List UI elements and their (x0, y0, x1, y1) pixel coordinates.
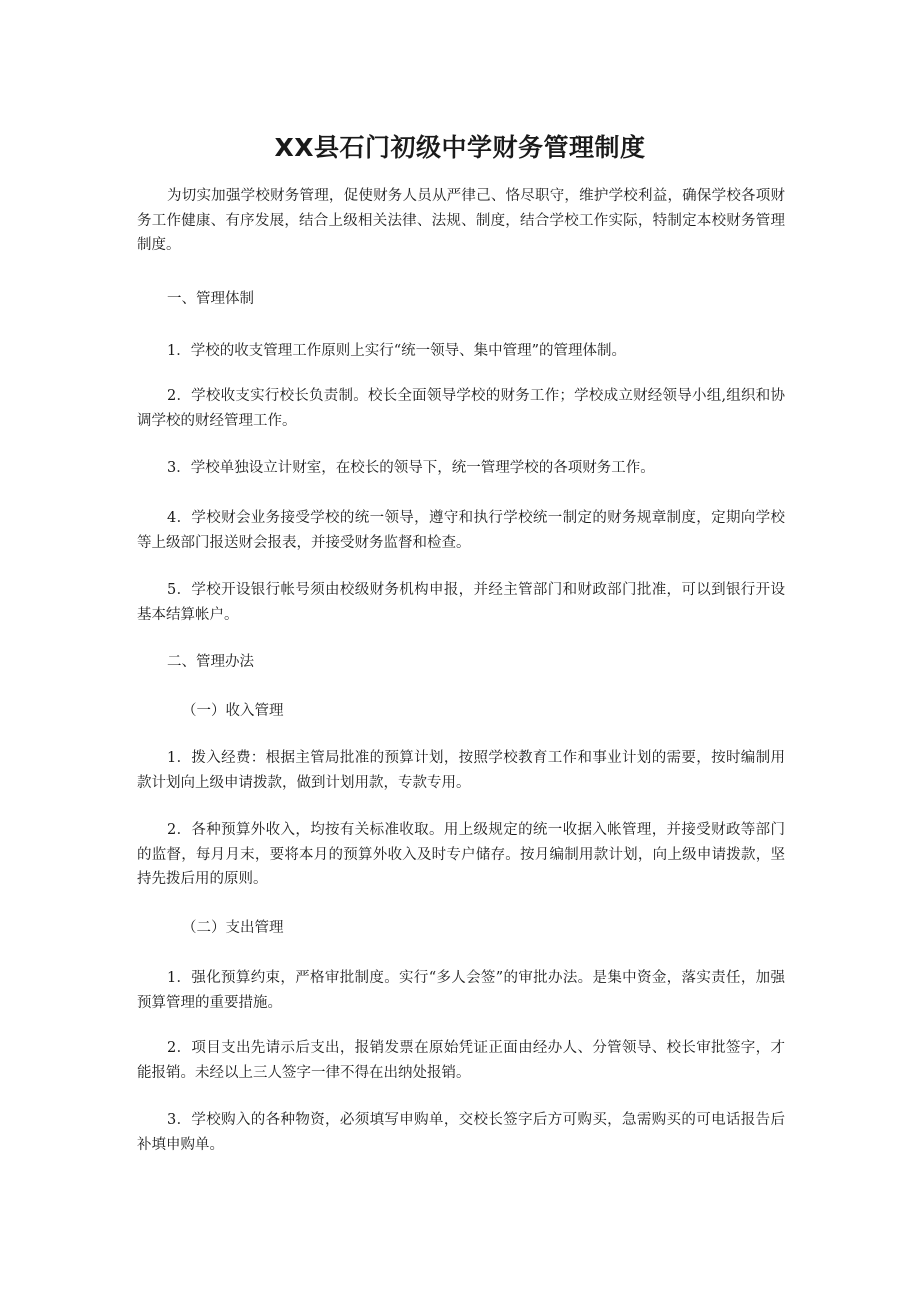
intro-paragraph: 为切实加强学校财务管理，促使财务人员从严律己、恪尽职守，维护学校利益，确保学校各项财务工作健康、有序发展，结合上级相关法律、法规、制度，结合学校工作实际，特制定本校财务管理制度。 (137, 188, 785, 253)
management-system-item-4: 4．学校财会业务接受学校的统一领导，遵守和执行学校统一制定的财务规章制度，定期向学校等上级部门报送财会报表，并接受财务监督和检查。 (137, 510, 785, 551)
management-system-item-3: 3．学校单独设立计财室，在校长的领导下，统一管理学校的各项财务工作。 (167, 460, 655, 476)
section-heading-management-system: 一、管理体制 (167, 291, 254, 307)
expense-item-2: 2．项目支出先请示后支出，报销发票在原始凭证正面由经办人、分管领导、校长审批签字，才能报销。未经以上三人签字一律不得在出纳处报销。 (137, 1040, 785, 1081)
expense-item-1: 1．强化预算约束，严格审批制度。实行“多人会签”的审批办法。是集中资金，落实责任，加强预算管理的重要措施。 (137, 970, 785, 1011)
income-item-2: 2．各种预算外收入，均按有关标准收取。用上级规定的统一收据入帐管理，并接受财政等部门的监督，每月月末，要将本月的预算外收入及时专户储存。按月编制用款计划，向上级申请拨款，坚持先拨后用的原则。 (137, 822, 785, 887)
management-system-item-5: 5．学校开设银行帐号须由校级财务机构申报，并经主管部门和财政部门批准，可以到银行开设基本结算帐户。 (137, 582, 785, 623)
income-item-1: 1．拨入经费：根据主管局批准的预算计划，按照学校教育工作和事业计划的需要，按时编制用款计划向上级申请拨款，做到计划用款，专款专用。 (137, 750, 785, 791)
management-system-item-1: 1．学校的收支管理工作原则上实行“统一领导、集中管理”的管理体制。 (167, 343, 627, 359)
subsection-heading-income: （一）收入管理 (182, 703, 284, 719)
management-system-item-2: 2．学校收支实行校长负责制。校长全面领导学校的财务工作；学校成立财经领导小组,组织和协调学校的财经管理工作。 (137, 388, 785, 429)
document-title: XX县石门初级中学财务管理制度 (274, 133, 646, 162)
subsection-heading-expense: （二）支出管理 (182, 920, 284, 936)
section-heading-management-methods: 二、管理办法 (167, 654, 254, 670)
expense-item-3: 3．学校购入的各种物资，必须填写申购单，交校长签字后方可购买，急需购买的可电话报告后补填申购单。 (137, 1112, 785, 1153)
